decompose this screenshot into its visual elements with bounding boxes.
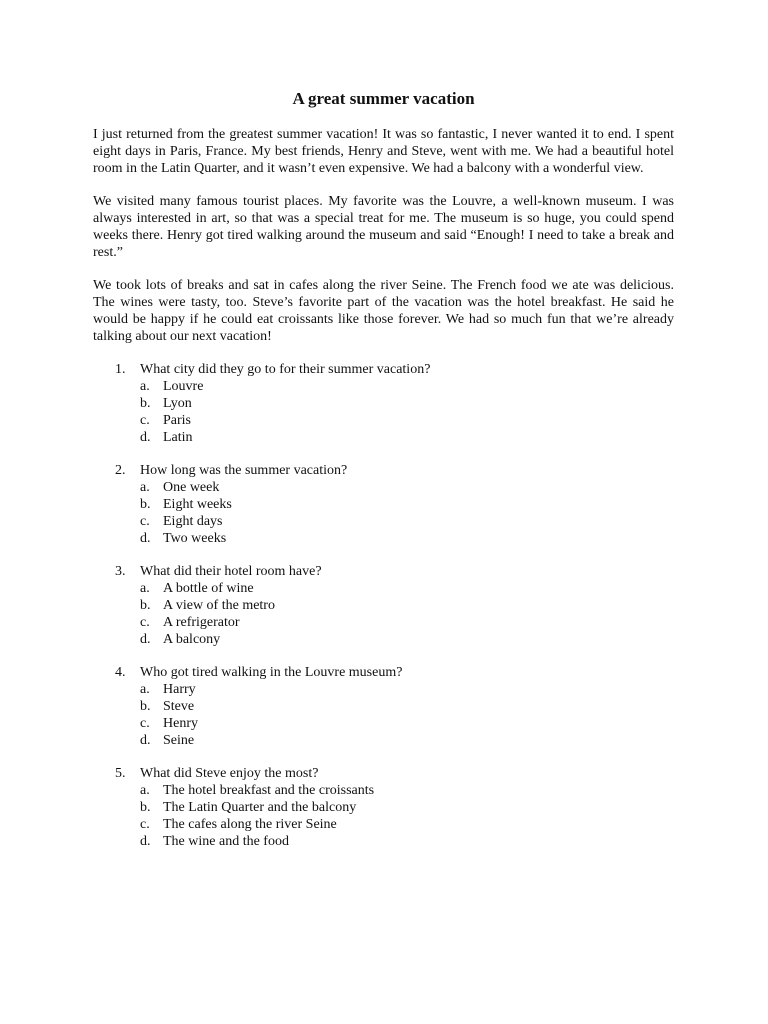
option-letter: b.: [140, 800, 151, 815]
paragraph: We took lots of breaks and sat in cafes along the river Seine. The French food we ate was delicious. The wines were tasty, too. Steve’s favorite part of the vacation was the hotel breakfast. He said he would be happy if he could eat croissants like those forever. We had so much fun that we’re already talking about our next vacation!: [93, 278, 674, 344]
option-list: [140, 479, 674, 547]
option-item: [140, 378, 674, 395]
question-text: How long was the summer vacation?: [140, 463, 348, 478]
option-letter: b.: [140, 598, 151, 613]
question-text: What city did they go to for their summer vacation?: [140, 362, 431, 377]
option-text: Lyon: [163, 396, 192, 411]
option-item: [140, 698, 674, 715]
question-item: [93, 462, 674, 547]
question-text: What did Steve enjoy the most?: [140, 766, 319, 781]
option-letter: d.: [140, 531, 151, 546]
option-text: Louvre: [163, 379, 204, 394]
option-item: [140, 631, 674, 648]
option-letter: c.: [140, 413, 150, 428]
option-item: [140, 597, 674, 614]
question-number: 4.: [115, 665, 126, 680]
option-text: A bottle of wine: [163, 581, 254, 596]
option-list: [140, 782, 674, 850]
option-letter: d.: [140, 834, 151, 849]
question-item: [93, 765, 674, 850]
option-item: [140, 479, 674, 496]
option-text: The wine and the food: [163, 834, 289, 849]
option-text: The hotel breakfast and the croissants: [163, 783, 375, 798]
option-list: [140, 378, 674, 446]
option-letter: b.: [140, 699, 151, 714]
option-letter: a.: [140, 682, 150, 697]
option-letter: b.: [140, 396, 151, 411]
question-number: 3.: [115, 564, 126, 579]
option-item: [140, 496, 674, 513]
option-text: Harry: [163, 682, 196, 697]
option-text: The cafes along the river Seine: [163, 817, 337, 832]
option-item: [140, 715, 674, 732]
option-item: [140, 580, 674, 597]
option-list: [140, 580, 674, 648]
option-letter: a.: [140, 480, 150, 495]
option-text: Steve: [163, 699, 195, 714]
option-item: [140, 799, 674, 816]
question-list: [93, 361, 674, 850]
option-item: [140, 732, 674, 749]
document-page: [93, 88, 674, 866]
option-text: Eight weeks: [163, 497, 232, 512]
option-text: Latin: [163, 430, 193, 445]
question-text: What did their hotel room have?: [140, 564, 322, 579]
option-letter: c.: [140, 514, 150, 529]
paragraph: We visited many famous tourist places. My favorite was the Louvre, a well-known museum. I was always interested in art, so that was a special treat for me. The museum is so huge, you could spend weeks there. Henry got tired walking around the museum and said “Enough! I need to take a break and rest.”: [93, 194, 674, 260]
option-letter: c.: [140, 817, 150, 832]
option-text: Seine: [163, 733, 195, 748]
option-letter: c.: [140, 716, 150, 731]
option-item: [140, 513, 674, 530]
option-list: [140, 681, 674, 749]
option-text: Eight days: [163, 514, 223, 529]
option-item: [140, 530, 674, 547]
question-item: [93, 563, 674, 648]
question-item: [93, 361, 674, 446]
option-item: [140, 816, 674, 833]
option-text: Two weeks: [163, 531, 227, 546]
question-item: [93, 664, 674, 749]
option-letter: a.: [140, 379, 150, 394]
option-item: [140, 614, 674, 631]
paragraph: I just returned from the greatest summer vacation! It was so fantastic, I never wanted it to end. I spent eight days in Paris, France. My best friends, Henry and Steve, went with me. We had a beautiful hotel room in the Latin Quarter, and it wasn’t even expensive. We had a balcony with a wonderful view.: [93, 127, 674, 176]
option-text: Henry: [163, 716, 198, 731]
page-title: A great summer vacation: [292, 89, 475, 108]
option-letter: d.: [140, 632, 151, 647]
option-letter: d.: [140, 430, 151, 445]
option-text: A refrigerator: [163, 615, 240, 630]
option-item: [140, 833, 674, 850]
option-item: [140, 412, 674, 429]
question-text: Who got tired walking in the Louvre museum?: [140, 665, 403, 680]
option-letter: a.: [140, 581, 150, 596]
option-text: A balcony: [163, 632, 221, 647]
option-text: Paris: [163, 413, 191, 428]
option-letter: b.: [140, 497, 151, 512]
option-text: The Latin Quarter and the balcony: [163, 800, 357, 815]
option-letter: c.: [140, 615, 150, 630]
option-letter: a.: [140, 783, 150, 798]
option-item: [140, 681, 674, 698]
option-letter: d.: [140, 733, 151, 748]
question-number: 2.: [115, 463, 126, 478]
question-number: 1.: [115, 362, 126, 377]
option-item: [140, 395, 674, 412]
question-number: 5.: [115, 766, 126, 781]
option-text: One week: [163, 480, 220, 495]
option-item: [140, 782, 674, 799]
option-item: [140, 429, 674, 446]
option-text: A view of the metro: [163, 598, 275, 613]
